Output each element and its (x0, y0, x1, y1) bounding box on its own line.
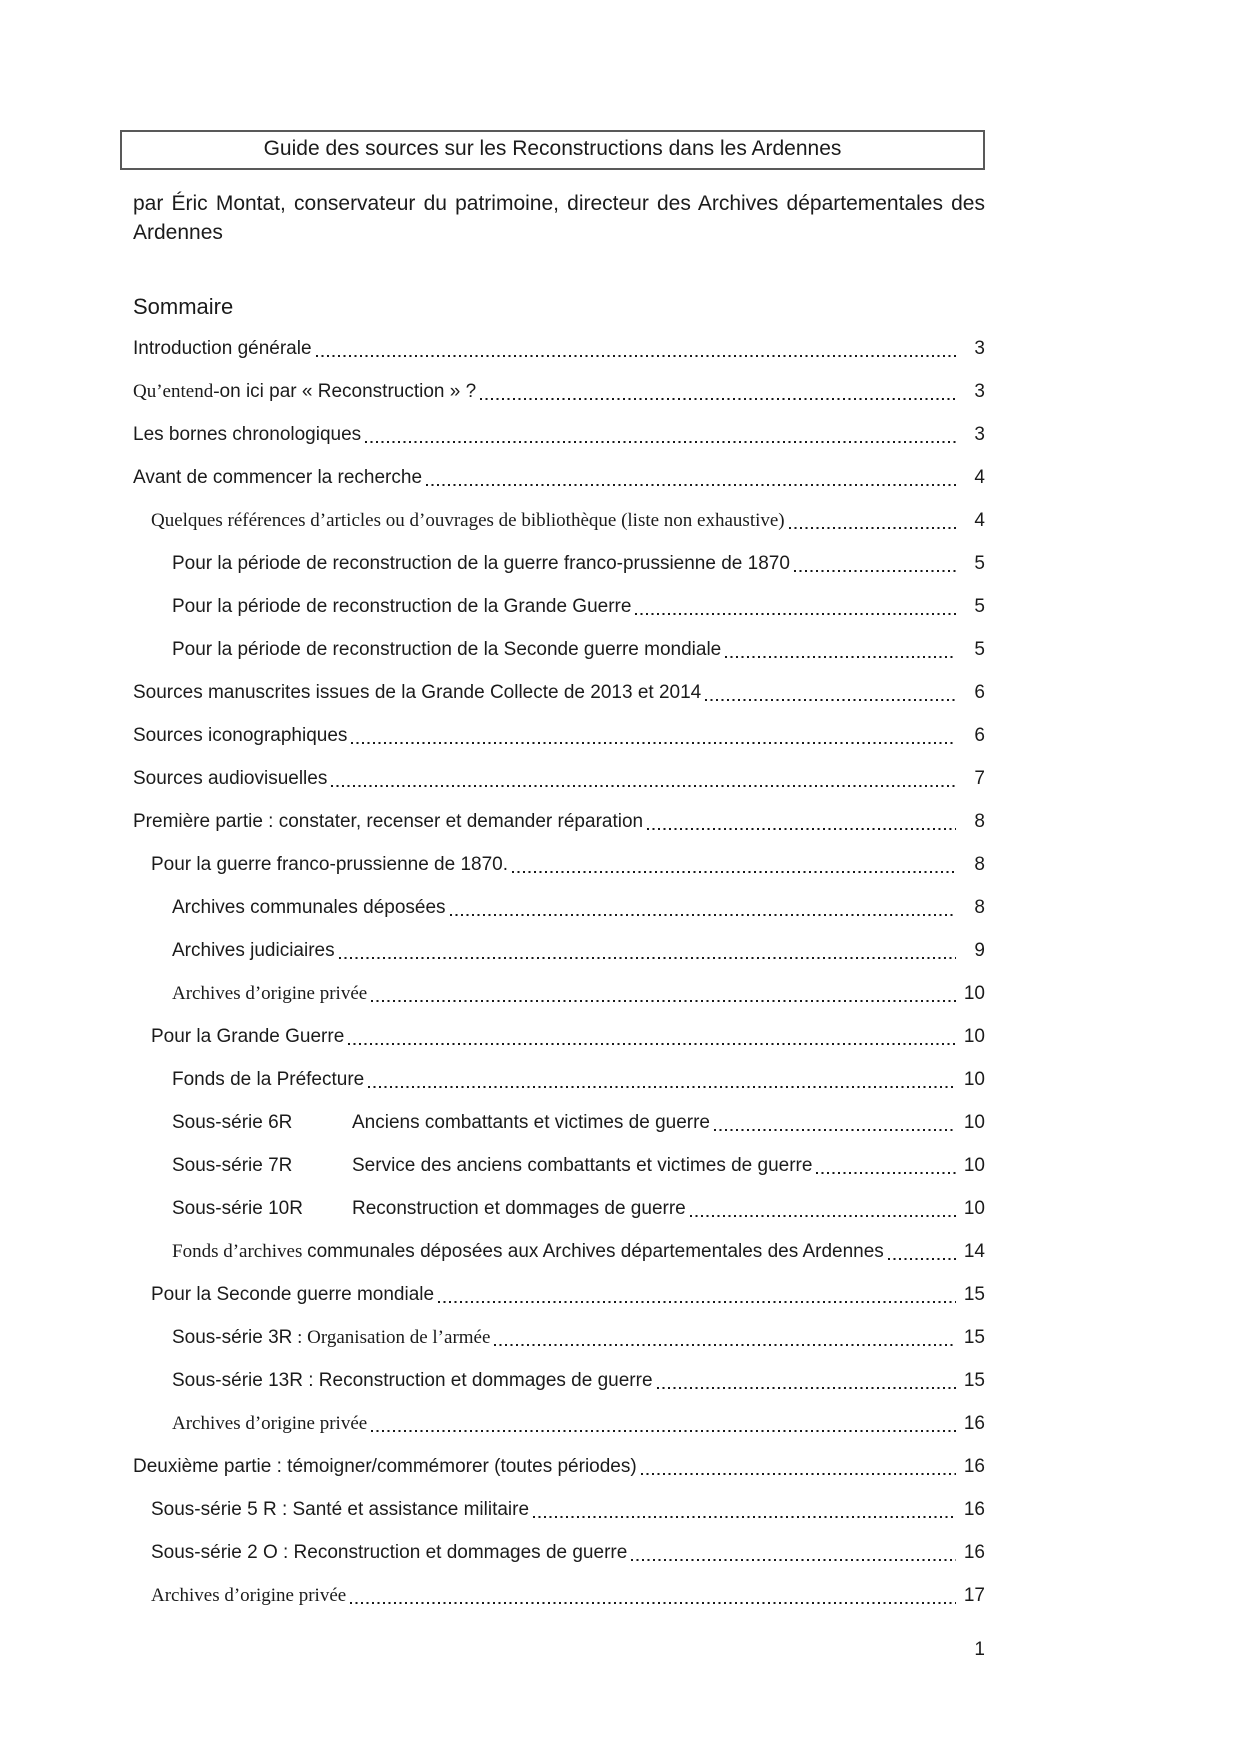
toc-entry-page-number: 10 (963, 1198, 985, 1219)
toc-entry-page-number: 8 (974, 811, 985, 832)
dot-leader (725, 651, 956, 658)
dot-leader (657, 1382, 956, 1389)
toc-entry-segment: Qu’entend- (133, 381, 220, 402)
dot-leader (371, 995, 956, 1002)
dot-leader (368, 1081, 956, 1088)
toc-entry-segment: Avant de commencer la recherche (133, 467, 423, 488)
toc-entry-page-number: 5 (974, 639, 985, 660)
toc-entry-text (151, 509, 785, 533)
toc-entry-text (151, 1584, 346, 1608)
dot-leader (647, 823, 956, 830)
toc-entry-segment: Sous-série 6R (172, 1112, 293, 1133)
toc-entry-segment: Pour la période de reconstruction de la Grande Guerre (172, 596, 632, 617)
toc-entry[interactable] (133, 1283, 985, 1307)
dot-leader (714, 1124, 956, 1131)
toc-entry-segment: communales déposées aux Archives départementales des Ardennes (307, 1241, 884, 1262)
toc-entry[interactable] (133, 767, 985, 791)
toc-entry-segment: : Organisation de l’armée (292, 1327, 491, 1348)
toc-entry-segment: Pour la Seconde guerre mondiale (151, 1284, 435, 1305)
toc-entry-text (151, 1283, 434, 1307)
toc-entry[interactable] (133, 896, 985, 920)
toc-entry-text (172, 1240, 884, 1264)
toc-entry-page-number: 9 (974, 940, 985, 961)
toc-entry-text (172, 638, 721, 662)
toc-entry[interactable] (133, 595, 985, 619)
dot-leader (480, 393, 956, 400)
dot-leader (450, 909, 956, 916)
toc-entry-page-number: 3 (974, 338, 985, 359)
dot-leader (705, 694, 956, 701)
toc-entry-text (172, 896, 446, 920)
toc-entry-text (133, 423, 361, 447)
toc-entry-segment: Archives d’origine privée (172, 983, 368, 1004)
toc-entry-text (172, 1068, 364, 1092)
toc-entry-text (172, 1197, 686, 1221)
toc-entry[interactable] (133, 1068, 985, 1092)
dot-leader (331, 780, 956, 787)
toc-entry-page-number: 3 (974, 381, 985, 402)
toc-entry-segment: Archives d’origine privée (172, 1413, 368, 1434)
document-content (133, 130, 985, 1662)
toc-entry-segment: Pour la guerre franco-prussienne de 1870. (151, 854, 509, 875)
toc-entry-segment: Sources iconographiques (133, 725, 348, 746)
toc-entry-text (133, 337, 312, 361)
dot-leader (512, 866, 956, 873)
page-number-footer: 1 (974, 1639, 985, 1660)
dot-leader (348, 1038, 956, 1045)
table-of-contents (133, 337, 985, 1608)
toc-entry-page-number: 7 (974, 768, 985, 789)
toc-entry-segment: Sources audiovisuelles (133, 768, 328, 789)
toc-entry-text (133, 466, 422, 490)
toc-entry-segment: Archives communales déposées (172, 897, 446, 918)
toc-entry-text (151, 853, 508, 877)
toc-entry[interactable] (133, 810, 985, 834)
toc-entry[interactable] (133, 337, 985, 361)
toc-entry-segment: Sous-série 13R : Reconstruction et dommages de guerre (172, 1370, 653, 1391)
toc-entry[interactable] (133, 380, 985, 404)
toc-entry[interactable] (133, 466, 985, 490)
toc-entry-text (133, 1455, 637, 1479)
toc-entry[interactable] (133, 1498, 985, 1522)
toc-heading: Sommaire (133, 294, 234, 319)
dot-leader (339, 952, 956, 959)
dot-leader (888, 1253, 956, 1260)
toc-entry-page-number: 8 (974, 897, 985, 918)
toc-entry-segment: Sous-série 2 O : Reconstruction et dommages de guerre (151, 1542, 628, 1563)
toc-entry[interactable] (133, 724, 985, 748)
toc-entry-segment: Quelques références d’articles ou d’ouvrages de bibliothèque (liste non exhaustive) (151, 510, 785, 531)
toc-entry-segment: Reconstruction et dommages de guerre (352, 1198, 686, 1219)
toc-entry[interactable] (133, 1240, 985, 1264)
document-title: Guide des sources sur les Reconstructions dans les Ardennes (263, 137, 842, 160)
dot-leader (371, 1425, 956, 1432)
toc-entry-page-number: 10 (963, 983, 985, 1004)
toc-entry-text (172, 1326, 490, 1350)
toc-entry-segment: Deuxième partie : témoigner/commémorer (toutes périodes) (133, 1456, 637, 1477)
toc-entry-text (151, 1541, 627, 1565)
dot-leader (635, 608, 956, 615)
byline: par Éric Montat, conservateur du patrimoine, directeur des Archives départementales des Ardennes (133, 192, 985, 244)
toc-entry-text (172, 595, 631, 619)
toc-entry[interactable] (133, 1412, 985, 1436)
toc-entry-page-number: 15 (963, 1327, 985, 1348)
toc-entry[interactable] (133, 853, 985, 877)
toc-entry-text (151, 1498, 529, 1522)
toc-entry-segment: Fonds d’archives (172, 1241, 308, 1262)
toc-entry[interactable] (133, 1111, 985, 1135)
toc-entry-page-number: 5 (974, 596, 985, 617)
toc-entry-segment: Sous-série 3R (172, 1327, 293, 1348)
toc-entry[interactable] (133, 1369, 985, 1393)
dot-leader (438, 1296, 956, 1303)
toc-entry-segment: Service des anciens combattants et victimes de guerre (352, 1155, 813, 1176)
dot-leader (426, 479, 956, 486)
toc-entry-text (133, 380, 476, 404)
toc-entry-text (172, 939, 335, 963)
toc-entry-page-number: 5 (974, 553, 985, 574)
toc-entry[interactable] (133, 982, 985, 1006)
toc-entry-segment: Sources manuscrites issues de la Grande Collecte de 2013 et 2014 (133, 682, 702, 703)
toc-entry-segment: Première partie : constater, recenser et demander réparation (133, 811, 644, 832)
toc-entry[interactable] (133, 1326, 985, 1350)
toc-entry[interactable] (133, 423, 985, 447)
toc-entry-page-number: 3 (974, 424, 985, 445)
toc-entry[interactable] (133, 1154, 985, 1178)
dot-leader (690, 1210, 956, 1217)
dot-leader (351, 737, 956, 744)
dot-leader (794, 565, 956, 572)
toc-entry-segment: Introduction générale (133, 338, 312, 359)
toc-entry-segment: Pour la Grande Guerre (151, 1026, 345, 1047)
toc-entry-segment: Archives d’origine privée (151, 1585, 347, 1606)
toc-entry-text (172, 1154, 812, 1178)
toc-entry-page-number: 15 (963, 1370, 985, 1391)
toc-entry-text (133, 681, 701, 705)
toc-entry[interactable] (133, 1455, 985, 1479)
toc-entry-page-number: 10 (963, 1112, 985, 1133)
toc-entry-page-number: 16 (963, 1542, 985, 1563)
toc-entry-text (172, 1369, 653, 1393)
toc-entry[interactable] (133, 1541, 985, 1565)
dot-leader (365, 436, 956, 443)
toc-entry[interactable] (133, 552, 985, 576)
toc-entry-page-number: 14 (963, 1241, 985, 1262)
toc-entry[interactable] (133, 638, 985, 662)
toc-entry-page-number: 4 (974, 467, 985, 488)
toc-entry-page-number: 8 (974, 854, 985, 875)
toc-entry-text (172, 982, 367, 1006)
dot-leader (494, 1339, 956, 1346)
toc-entry-text (151, 1025, 344, 1049)
toc-entry-segment: Archives judiciaires (172, 940, 335, 961)
toc-entry[interactable] (133, 939, 985, 963)
toc-entry-page-number: 15 (963, 1284, 985, 1305)
dot-leader (316, 350, 956, 357)
toc-entry-segment: Fonds de la Préfecture (172, 1069, 365, 1090)
toc-entry-page-number: 16 (963, 1499, 985, 1520)
toc-entry[interactable] (133, 681, 985, 705)
toc-entry-text (133, 767, 327, 791)
toc-entry[interactable] (133, 509, 985, 533)
toc-entry-text (172, 1111, 710, 1135)
dot-leader (631, 1554, 956, 1561)
toc-entry-segment: Sous-série 7R (172, 1155, 293, 1176)
toc-entry-page-number: 16 (963, 1413, 985, 1434)
toc-entry[interactable] (133, 1025, 985, 1049)
toc-entry-segment: on ici par « Reconstruction » ? (219, 381, 477, 402)
dot-leader (789, 522, 956, 529)
dot-leader (816, 1167, 956, 1174)
toc-entry-page-number: 10 (963, 1069, 985, 1090)
toc-entry-page-number: 10 (963, 1026, 985, 1047)
toc-entry-segment: Pour la période de reconstruction de la guerre franco-prussienne de 1870 (172, 553, 790, 574)
toc-entry-text (172, 1412, 367, 1436)
toc-entry-text (172, 552, 790, 576)
toc-entry-page-number: 16 (963, 1456, 985, 1477)
dot-leader (350, 1597, 956, 1604)
toc-entry-segment: Sous-série 5 R : Santé et assistance militaire (151, 1499, 530, 1520)
toc-entry-segment: Sous-série 10R (172, 1198, 303, 1219)
toc-entry-page-number: 4 (974, 510, 985, 531)
dot-leader (533, 1511, 956, 1518)
toc-entry-segment: Anciens combattants et victimes de guerre (352, 1112, 711, 1133)
toc-entry-page-number: 6 (974, 725, 985, 746)
toc-entry-page-number: 17 (963, 1585, 985, 1606)
toc-entry-segment: Les bornes chronologiques (133, 424, 362, 445)
toc-entry-text (133, 810, 643, 834)
dot-leader (641, 1468, 956, 1475)
toc-entry-text (133, 724, 347, 748)
toc-entry[interactable] (133, 1584, 985, 1608)
toc-entry-page-number: 10 (963, 1155, 985, 1176)
toc-entry-page-number: 6 (974, 682, 985, 703)
document-title-box (120, 130, 985, 170)
toc-entry[interactable] (133, 1197, 985, 1221)
toc-entry-segment: Pour la période de reconstruction de la Seconde guerre mondiale (172, 639, 722, 660)
